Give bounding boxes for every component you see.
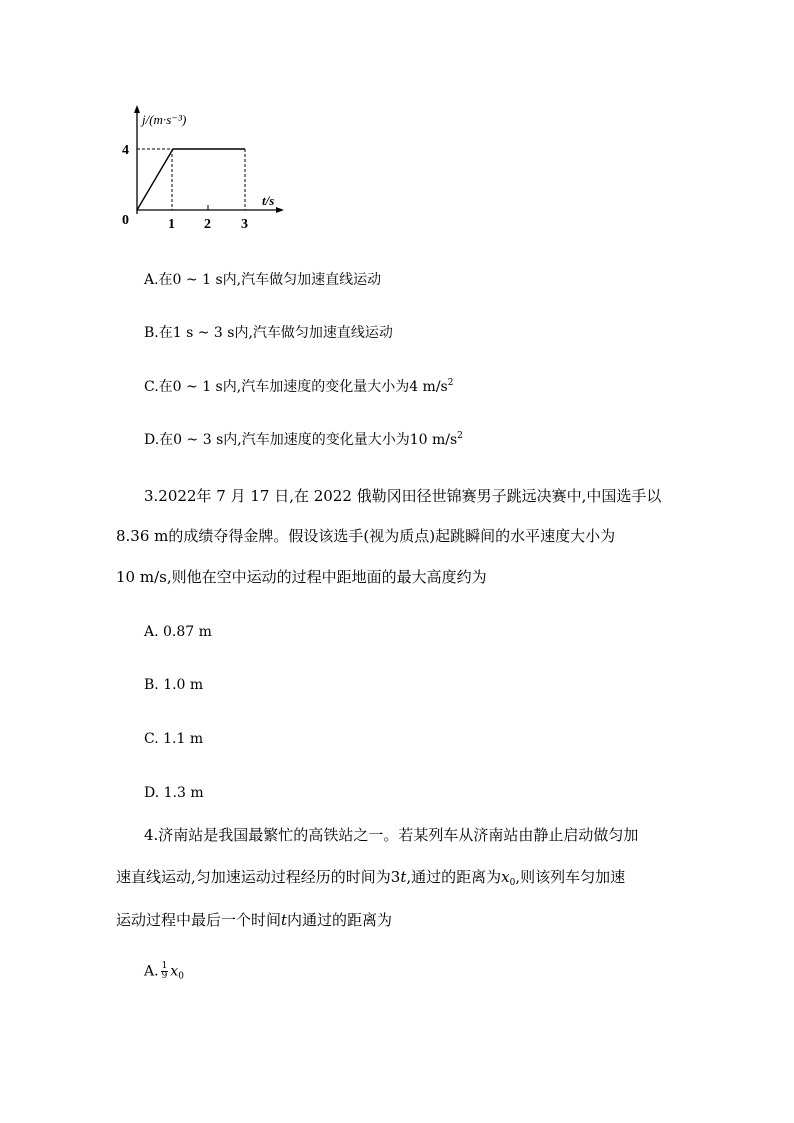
x-axis-label: t/s (262, 193, 275, 208)
q2-option-b: B.在1 s ~ 3 s内,汽车做匀加速直线运动 (144, 325, 393, 341)
jerk-series-line (137, 149, 245, 210)
q3-stem-line-3: 10 m/s,则他在空中运动的过程中距地面的最大高度约为 (116, 568, 487, 586)
q3-option-c: C. 1.1 m (144, 731, 204, 747)
q4-line3-text-2: 内通过的距离为 (287, 911, 393, 929)
q4-option-a (144, 962, 184, 981)
y-axis-arrow (134, 105, 140, 113)
x-tick-label-2: 2 (204, 217, 211, 232)
q4-stem-line-2 (116, 868, 625, 886)
jerk-time-graph (112, 104, 292, 232)
q4-line3-var-t: t (281, 911, 288, 929)
origin-label: 0 (122, 213, 129, 228)
q2-option-d (144, 431, 463, 449)
q2-option-d-text: D.在0 ~ 3 s内,汽车加速度的变化量大小为10 m/s (144, 432, 458, 448)
q2-option-c-text: C.在0 ~ 1 s内,汽车加速度的变化量大小为4 m/s (144, 379, 448, 395)
q2-option-a: A.在0 ~ 1 s内,汽车做匀加速直线运动 (144, 272, 382, 288)
q3-option-a: A. 0.87 m (144, 624, 212, 640)
q3-stem-line-1: 3.2022年 7 月 17 日,在 2022 俄勒冈田径世锦赛男子跳远决赛中,中国选手以 (144, 487, 662, 505)
y-axis-label: j/(m·s⁻³) (142, 112, 187, 127)
q4-option-a-subscript: 0 (178, 971, 184, 982)
q4-line2-subscript: 0 (509, 878, 516, 888)
x-tick-label-3: 3 (241, 217, 248, 232)
q4-option-a-prefix: A. (144, 963, 159, 980)
fraction-numerator: 1 (161, 961, 168, 971)
q3-option-d: D. 1.3 m (144, 785, 204, 801)
q4-line2-text-3: ,则该列车匀加速 (515, 868, 626, 886)
q2-option-c-exponent: 2 (447, 378, 454, 388)
q4-line2-var-x: x (501, 868, 510, 886)
q2-option-c (144, 378, 453, 396)
q4-line2-var-t: t (400, 868, 407, 886)
x-axis-arrow (276, 207, 284, 213)
q3-option-b: B. 1.0 m (144, 677, 204, 693)
y-tick-label-4: 4 (122, 143, 129, 158)
fraction-denominator: 9 (161, 971, 168, 981)
q4-line2-text-1: 速直线运动,匀加速运动过程经历的时间为3 (116, 868, 401, 886)
q4-option-a-fraction (161, 962, 169, 981)
q2-option-d-exponent: 2 (457, 431, 463, 441)
q4-stem-line-1: 4.济南站是我国最繁忙的高铁站之一。若某列车从济南站由静止启动做匀加 (144, 826, 639, 844)
q4-line3-text-1: 运动过程中最后一个时间 (116, 911, 282, 929)
x-tick-label-1: 1 (168, 217, 175, 232)
q3-stem-line-2: 8.36 m的成绩夺得金牌。假设该选手(视为质点)起跳瞬间的水平速度大小为 (116, 527, 616, 545)
q4-option-a-var-x: x (170, 963, 179, 980)
q4-stem-line-3 (116, 911, 392, 929)
q4-line2-text-2: ,通过的距离为 (406, 868, 502, 886)
